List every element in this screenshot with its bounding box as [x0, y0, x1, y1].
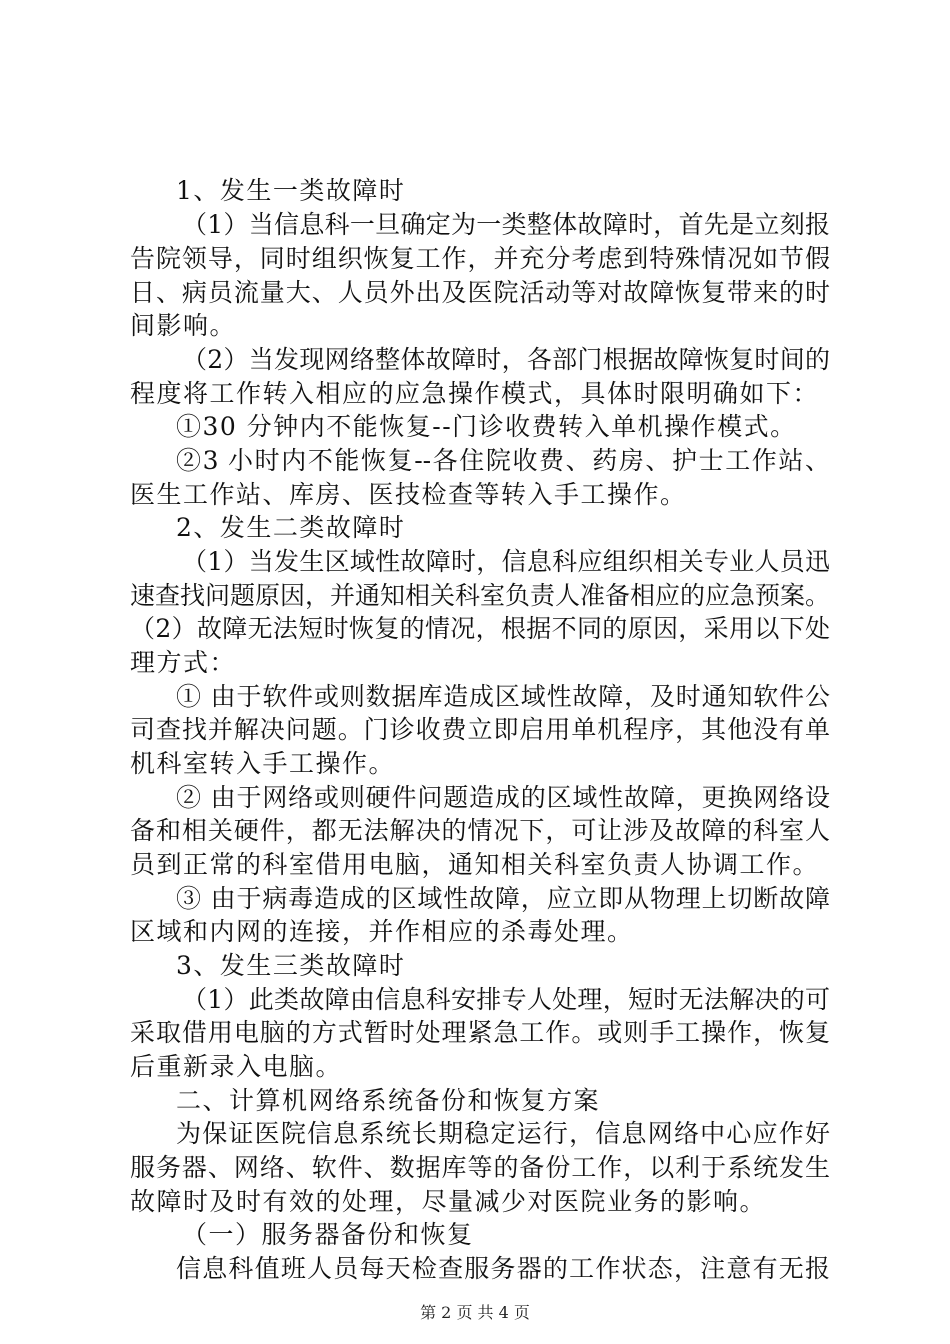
paragraph-line: 理方式：: [130, 648, 237, 677]
paragraph-line: 医生工作站、库房、医技检查等转入手工操作。: [130, 480, 687, 509]
paragraph-line: 司查找并解决问题。门诊收费立即启用单机程序，其他没有单: [130, 715, 830, 744]
paragraph-line: 程度将工作转入相应的应急操作模式，具体时限明确如下：: [130, 379, 820, 408]
paragraph-line: 日、病员流量大、人员外出及医院活动等对故障恢复带来的时: [130, 278, 830, 307]
paragraph-line: ① 由于软件或则数据库造成区域性故障，及时通知软件公: [176, 682, 830, 711]
page-number-footer: 第 2 页 共 4 页: [420, 1303, 530, 1322]
paragraph-line: 为保证医院信息系统长期稳定运行，信息网络中心应作好: [176, 1119, 830, 1148]
paragraph-line: 信息科值班人员每天检查服务器的工作状态，注意有无报: [176, 1254, 830, 1283]
paragraph-line: （1）当信息科一旦确定为一类整体故障时，首先是立刻报: [182, 210, 830, 239]
paragraph-line: 采取借用电脑的方式暂时处理紧急工作。或则手工操作，恢复: [130, 1018, 830, 1047]
paragraph-line: ①30 分钟内不能恢复--门诊收费转入单机操作模式。: [176, 412, 797, 441]
heading-fault-class-3: 3、发生三类故障时: [176, 951, 406, 980]
paragraph-line: 告院领导，同时组织恢复工作，并充分考虑到特殊情况如节假: [130, 244, 830, 273]
heading-fault-class-2: 2、发生二类故障时: [176, 513, 406, 542]
paragraph-line: ② 由于网络或则硬件问题造成的区域性故障，更换网络设: [176, 783, 830, 812]
section-heading-backup: 二、计算机网络系统备份和恢复方案: [176, 1086, 601, 1115]
paragraph-line: ③ 由于病毒造成的区域性故障，应立即从物理上切断故障: [176, 884, 830, 913]
paragraph-line: （1）当发生区域性故障时，信息科应组织相关专业人员迅: [182, 547, 830, 576]
paragraph-line: （2）故障无法短时恢复的情况，根据不同的原因，采用以下处: [130, 614, 830, 643]
paragraph-line: 备和相关硬件，都无法解决的情况下，可让涉及故障的科室人: [130, 816, 830, 845]
paragraph-line: 机科室转入手工操作。: [130, 749, 396, 778]
paragraph-line: 服务器、网络、软件、数据库等的备份工作，以利于系统发生: [130, 1153, 830, 1182]
paragraph-line: 速查找问题原因，并通知相关科室负责人准备相应的应急预案。: [130, 581, 830, 610]
paragraph-line: 间影响。: [130, 311, 237, 340]
paragraph-line: （2）当发现网络整体故障时，各部门根据故障恢复时间的: [182, 345, 830, 374]
paragraph-line: 区域和内网的连接，并作相应的杀毒处理。: [130, 917, 634, 946]
paragraph-line: 故障时及时有效的处理，尽量减少对医院业务的影响。: [130, 1187, 767, 1216]
heading-fault-class-1: 1、发生一类故障时: [176, 176, 406, 205]
subsection-heading-server: （一）服务器备份和恢复: [182, 1220, 474, 1249]
paragraph-line: 员到正常的科室借用电脑，通知相关科室负责人协调工作。: [130, 850, 820, 879]
paragraph-line: ②3 小时内不能恢复--各住院收费、药房、护士工作站、: [176, 446, 830, 475]
paragraph-line: （1）此类故障由信息科安排专人处理，短时无法解决的可: [182, 985, 830, 1014]
paragraph-line: 后重新录入电脑。: [130, 1052, 343, 1081]
